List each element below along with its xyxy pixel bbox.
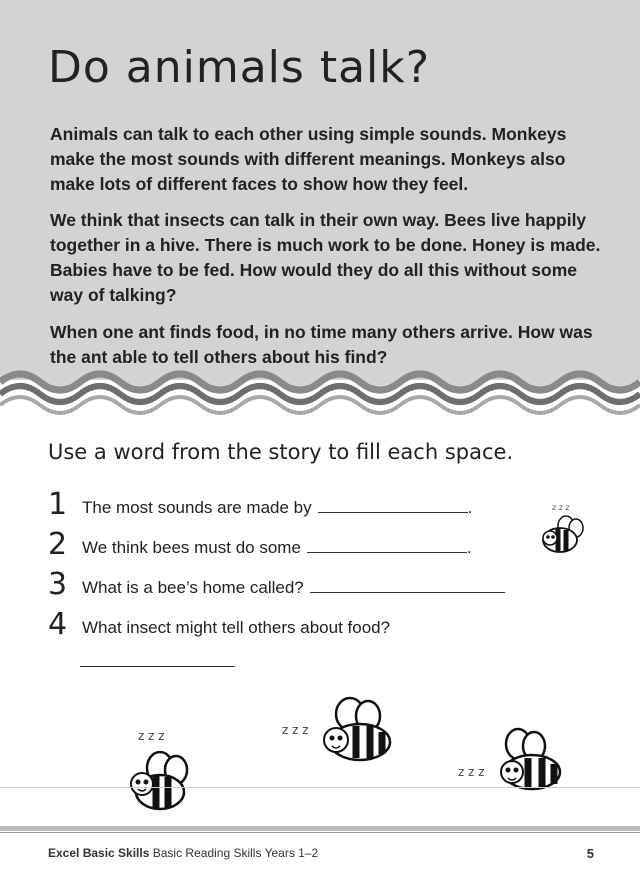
story-paragraph-1: Animals can talk to each other using simple sounds. Monkeys make the most sounds with different meanings. Monkeys also make lots of different faces to show how they feel. [50, 124, 567, 194]
question-number: 3 [48, 567, 68, 602]
wavy-border [0, 360, 640, 430]
question-number: 1 [48, 487, 68, 522]
question-number: 4 [48, 607, 68, 642]
question-text: We think bees must do some [82, 538, 301, 557]
question-end: . [467, 498, 473, 517]
question-number: 2 [48, 527, 68, 562]
story-paragraph-3: When one ant finds food, in no time many others arrive. How was the ant able to tell others about his find? [50, 322, 593, 367]
question-end: . [466, 538, 472, 557]
svg-text:z z z: z z z [138, 729, 165, 743]
question-text: What is a bee’s home called? [82, 578, 304, 597]
svg-text:z z z: z z z [282, 723, 309, 737]
instruction-text: Use a word from the story to fill each space. [48, 440, 514, 464]
ground-line [0, 787, 640, 788]
answer-blank[interactable] [307, 538, 467, 553]
answer-blank-4[interactable] [80, 666, 235, 667]
footer-credit [48, 846, 318, 860]
footer-series: Excel Basic Skills [48, 846, 150, 860]
answer-blank[interactable] [318, 498, 468, 513]
sleeping-bee-icon [456, 722, 576, 802]
question-text: What insect might tell others about food? [82, 618, 391, 637]
page-number: 5 [586, 846, 594, 861]
footer-book: Basic Reading Skills Years 1–2 [152, 846, 319, 860]
page-title: Do animals talk? [48, 42, 431, 93]
footer-rule-thin [0, 832, 640, 833]
answer-blank[interactable] [310, 578, 505, 593]
svg-text:z z z: z z z [458, 765, 485, 779]
sleeping-bee-icon [280, 692, 400, 772]
story-paragraph-2: We think that insects can talk in their own way. Bees live happily together in a hive. There is much work to be done. Honey is made. Babies have to be fed. How would they do all this without some way of talking? [50, 210, 601, 305]
svg-text:z z z: z z z [552, 503, 570, 512]
footer-rule [0, 826, 640, 831]
bee-icon [536, 498, 586, 560]
sleeping-bee-icon [120, 720, 200, 820]
question-text: The most sounds are made by [82, 498, 312, 517]
